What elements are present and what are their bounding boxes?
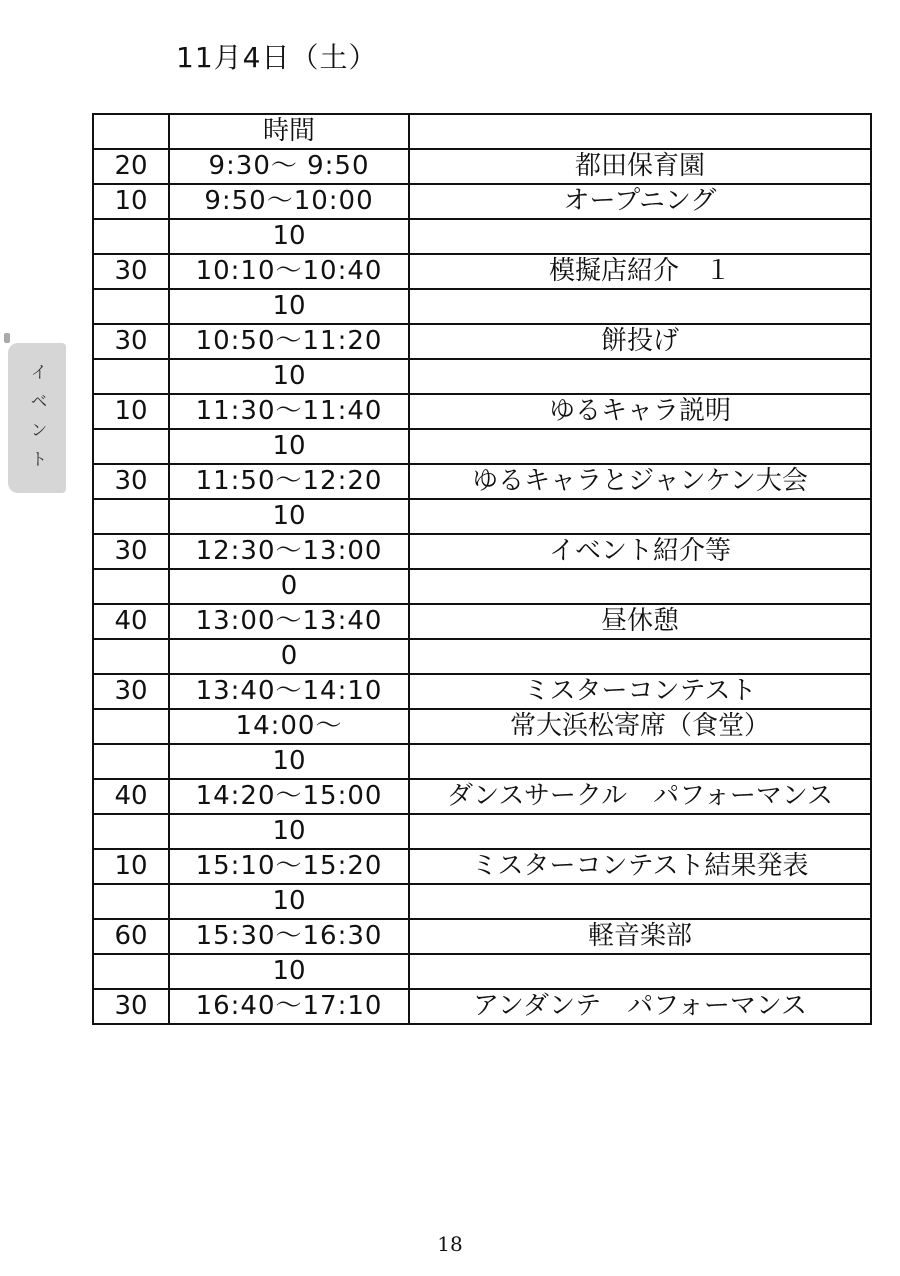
time-cell: 10	[169, 954, 409, 989]
event-cell	[409, 289, 871, 324]
event-cell: ダンスサークル パフォーマンス	[409, 779, 871, 814]
table-row	[93, 499, 871, 534]
event-cell	[409, 499, 871, 534]
table-row	[93, 744, 871, 779]
duration-cell	[93, 569, 169, 604]
time-cell: 10:50～11:20	[169, 324, 409, 359]
table-row	[93, 394, 871, 429]
time-cell: 16:40～17:10	[169, 989, 409, 1024]
time-cell: 12:30～13:00	[169, 534, 409, 569]
duration-cell: 10	[93, 849, 169, 884]
duration-cell: 20	[93, 149, 169, 184]
side-tab-notch	[4, 333, 10, 343]
header-time: 時間	[169, 114, 409, 149]
time-cell: 14:00～	[169, 709, 409, 744]
table-row	[93, 604, 871, 639]
event-cell	[409, 954, 871, 989]
table-row	[93, 464, 871, 499]
table-row	[93, 779, 871, 814]
time-cell: 11:30～11:40	[169, 394, 409, 429]
duration-cell: 30	[93, 989, 169, 1024]
event-cell: 都田保育園	[409, 149, 871, 184]
event-cell: アンダンテ パフォーマンス	[409, 989, 871, 1024]
duration-cell	[93, 639, 169, 674]
table-row	[93, 849, 871, 884]
table-row	[93, 219, 871, 254]
event-cell: 餅投げ	[409, 324, 871, 359]
duration-cell	[93, 884, 169, 919]
table-row	[93, 709, 871, 744]
page-number: 18	[437, 1232, 463, 1256]
table-row	[93, 149, 871, 184]
time-cell: 13:40～14:10	[169, 674, 409, 709]
time-cell: 10	[169, 359, 409, 394]
event-cell: ゆるキャラ説明	[409, 394, 871, 429]
duration-cell	[93, 814, 169, 849]
duration-cell	[93, 289, 169, 324]
duration-cell: 30	[93, 324, 169, 359]
table-row	[93, 639, 871, 674]
time-cell: 11:50～12:20	[169, 464, 409, 499]
table-row	[93, 814, 871, 849]
duration-cell	[93, 219, 169, 254]
event-cell: オープニング	[409, 184, 871, 219]
table-row	[93, 254, 871, 289]
event-cell	[409, 219, 871, 254]
event-cell	[409, 639, 871, 674]
duration-cell: 60	[93, 919, 169, 954]
time-cell: 0	[169, 569, 409, 604]
duration-cell	[93, 359, 169, 394]
time-cell: 0	[169, 639, 409, 674]
table-header-row	[93, 114, 871, 149]
time-cell: 9:30～ 9:50	[169, 149, 409, 184]
time-cell: 10	[169, 744, 409, 779]
duration-cell	[93, 744, 169, 779]
table-row	[93, 569, 871, 604]
duration-cell: 40	[93, 604, 169, 639]
time-cell: 15:30～16:30	[169, 919, 409, 954]
event-cell: ゆるキャラとジャンケン大会	[409, 464, 871, 499]
table-row	[93, 884, 871, 919]
duration-cell	[93, 954, 169, 989]
time-cell: 10	[169, 219, 409, 254]
duration-cell: 30	[93, 254, 169, 289]
duration-cell	[93, 429, 169, 464]
event-cell	[409, 429, 871, 464]
event-cell: 軽音楽部	[409, 919, 871, 954]
time-cell: 15:10～15:20	[169, 849, 409, 884]
table-row	[93, 989, 871, 1024]
duration-cell	[93, 709, 169, 744]
event-cell	[409, 744, 871, 779]
header-duration	[93, 114, 169, 149]
event-cell: ミスターコンテスト	[409, 674, 871, 709]
time-cell: 10	[169, 429, 409, 464]
duration-cell: 40	[93, 779, 169, 814]
table-row	[93, 184, 871, 219]
time-cell: 10	[169, 289, 409, 324]
side-tab-label: イベント	[26, 363, 47, 479]
table-row	[93, 359, 871, 394]
event-cell	[409, 814, 871, 849]
duration-cell: 10	[93, 184, 169, 219]
table-row	[93, 534, 871, 569]
event-cell: 模擬店紹介 １	[409, 254, 871, 289]
event-cell	[409, 884, 871, 919]
time-cell: 13:00～13:40	[169, 604, 409, 639]
table-row	[93, 919, 871, 954]
time-cell: 9:50～10:00	[169, 184, 409, 219]
time-cell: 10	[169, 814, 409, 849]
table-row	[93, 954, 871, 989]
duration-cell: 30	[93, 464, 169, 499]
table-row	[93, 324, 871, 359]
time-cell: 10	[169, 884, 409, 919]
table-row	[93, 429, 871, 464]
duration-cell: 30	[93, 674, 169, 709]
time-cell: 10:10～10:40	[169, 254, 409, 289]
duration-cell	[93, 499, 169, 534]
event-cell	[409, 569, 871, 604]
duration-cell: 30	[93, 534, 169, 569]
table-row	[93, 674, 871, 709]
time-cell: 10	[169, 499, 409, 534]
header-event	[409, 114, 871, 149]
event-cell: ミスターコンテスト結果発表	[409, 849, 871, 884]
table-row	[93, 289, 871, 324]
event-cell: 昼休憩	[409, 604, 871, 639]
side-tab	[8, 343, 66, 493]
time-cell: 14:20～15:00	[169, 779, 409, 814]
event-cell: イベント紹介等	[409, 534, 871, 569]
schedule-table	[92, 113, 872, 1025]
event-cell	[409, 359, 871, 394]
duration-cell: 10	[93, 394, 169, 429]
event-cell: 常大浜松寄席（食堂）	[409, 709, 871, 744]
page-title: 11月4日（土）	[176, 41, 378, 74]
